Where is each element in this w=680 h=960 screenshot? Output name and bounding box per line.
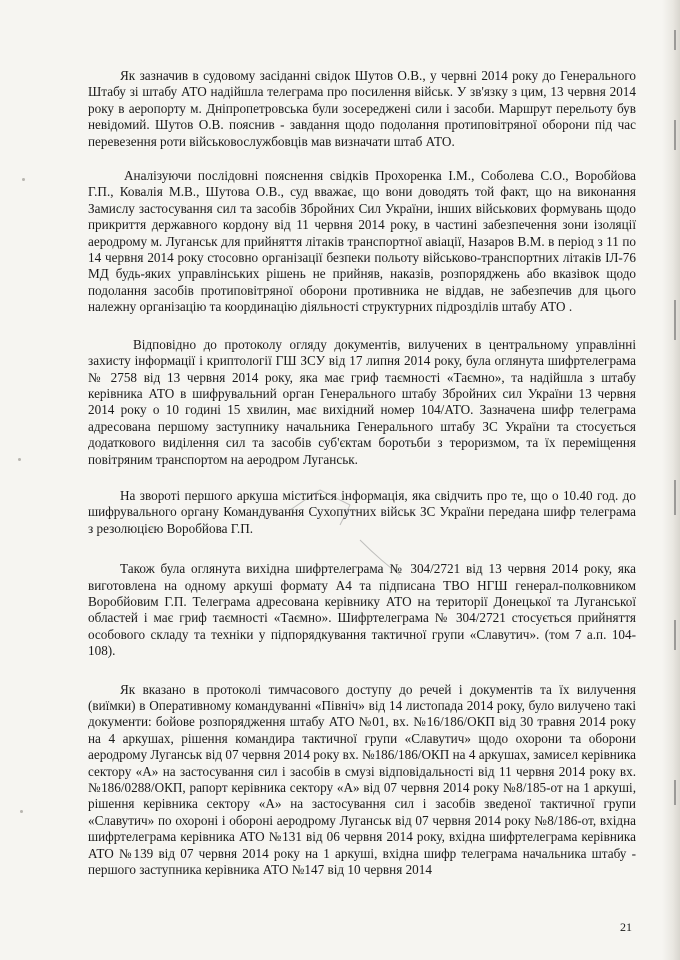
paragraph-6: Як вказано в протоколі тимчасового доступу до речей і документів та їх вилучення (виїмки) в Оперативному командуванні «Північ» від 14 листопада 2014 року, було вилучено такі документи: бойове розпорядження штабу АТО №01, вх. №16/186/ОКП від 30 травня 2014 року на 4 аркушах, рішення командира тактичної групи «Славутич» щодо охорони та оборони аеродрому Луганськ від 07 червня 2014 року вх. №186/186/ОКП на 4 аркушах, замисел керівника сектору «А» на застосування сил і засобів в смузі відповідальності від 11 червня 2014 року вх. №186/0288/ОКП, рапорт керівника сектору «А» від 07 червня 2014 року №8/185-от на 1 аркуші, рішення керівника сектору «А» на застосування сил і засобів зведеної тактичної групи «Славутич» по охороні і обороні аеродрому Луганськ від 07 червня 2014 року №8/186-от, вхідна шифртелеграма керівника АТО №131 від 06 червня 2014 року, вхідна шифртелеграма керівника АТО №139 від 07 червня 2014 року на 1 аркуші, вхідна шифр телеграма начальника штабу - першого заступника керівника АТО №147 від 10 червня 2014: [88, 681, 636, 878]
edge-mark: [674, 780, 676, 805]
page-number: 21: [620, 920, 632, 934]
edge-mark: [674, 620, 676, 650]
edge-mark: [674, 120, 676, 150]
edge-mark: [674, 30, 676, 50]
paragraph-5: Також була оглянута вихідна шифртелеграма № 304/2721 від 13 червня 2014 року, яка виготовлена на одному аркуші формату А4 та підписана ТВО НГШ генерал-полковником Воробйовим Г.П. Телеграма адресована керівнику АТО на території Донецької та Луганської областей і має гриф таємності «Таємно». Шифртелеграма № 304/2721 стосується прийняття особового складу та техніки у підпорядкування тактичної групи «Славутич». (том 7 а.п. 104-108).: [88, 561, 636, 659]
scan-speck: [22, 178, 25, 181]
paragraph-2: Аналізуючи послідовні пояснення свідків Прохоренка І.М., Соболева С.О., Воробйова Г.П., Ковалія М.В., Шутова О.В., суд вважає, що вони доводять той факт, що на виконання Замислу застосування сил та засобів Збройних Сил України, інших військових формувань щодо прикриття державного кордону від 11 червня 2014 року, в частині забезпечення зони ізоляції аеродрому м. Луганськ для прийняття літаків транспортної авіації, Назаров В.М. в період з 11 по 14 червня 2014 року стосовно організації безпеки польоту військово-транспортних літаків ІЛ-76 МД будь-яких управлінських рішень не прийняв, наказів, розпоряджень або вказівок щодо подолання засобів протиповітряної оборони противника не віддав, не забезпечив для цього належну організацію та координацію діяльності структурних підрозділів штабу АТО .: [88, 168, 636, 315]
edge-mark: [674, 480, 676, 515]
paragraph-4: На звороті першого аркуша міститься інформація, яка свідчить про те, що о 10.40 год. до шифрувального органу Командування Сухопутних військ ЗС України передана шифр телеграма з резолюцією Воробйова Г.П.: [88, 487, 636, 536]
edge-mark: [674, 300, 676, 340]
paragraph-1: Як зазначив в судовому засіданні свідок Шутов О.В., у червні 2014 року до Генерального Штабу зі штабу АТО надійшла телеграма про посилення військ. У зв'язку з цим, 13 червня 2014 року в аеропорту м. Дніпропетровська були зосереджені сили і засоби. Маршрут перельоту був невідомий. Шутов О.В. пояснив - завдання щодо подолання протиповітряної оборони під час перевезення роти військовослужбовців мав визначати штаб АТО.: [88, 68, 636, 149]
page-edge-shadow: [662, 0, 680, 960]
scan-speck: [20, 810, 23, 813]
document-body: [88, 68, 636, 878]
paragraph-3: Відповідно до протоколу огляду документів, вилучених в центральному управлінні захисту інформації і криптології ГШ ЗСУ від 17 липня 2014 року, була оглянута шифртелеграма № 2758 від 13 червня 2014 року, яка має гриф таємності «Таємно», та надійшла з штабу керівника АТО в шифрувальний орган Генерального штабу Збройних сил України 13 червня 2014 року о 10 годині 15 хвилин, має вихідний номер 104/АТО. Зазначена шифр телеграма адресована першому заступнику начальника Генерального штабу ЗС України та стосується додаткового виділення сил та засобів суб'єктам боротьби з тероризмом, та їх переміщення повітряним транспортом на аеродром Луганськ.: [88, 336, 636, 467]
scan-speck: [18, 458, 21, 461]
